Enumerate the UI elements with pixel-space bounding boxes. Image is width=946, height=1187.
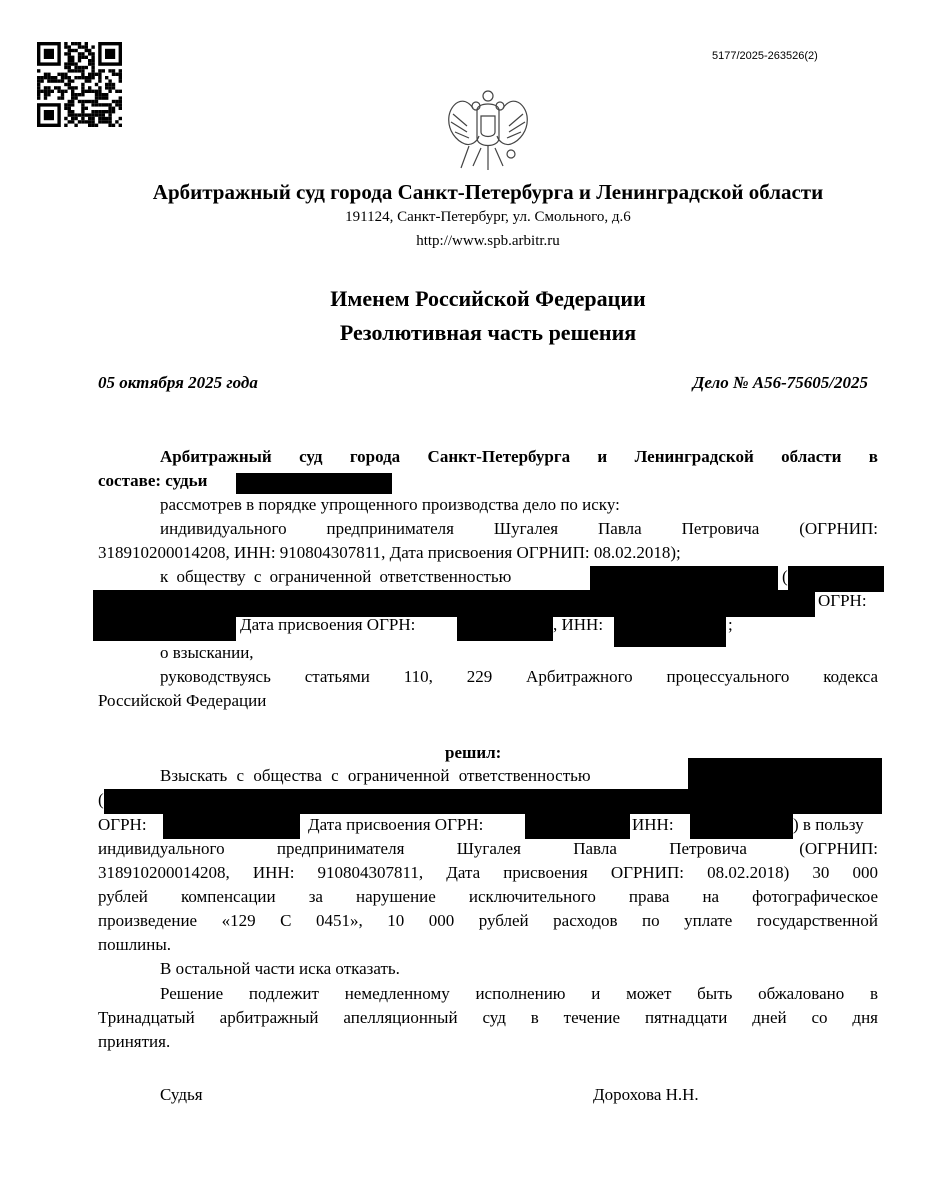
case-number: Дело № А56-75605/2025 bbox=[692, 373, 868, 392]
heading-name-of-federation: Именем Российской Федерации bbox=[330, 286, 646, 311]
court-name: Арбитражный суд города Санкт-Петербурга и Ленинградской области bbox=[152, 180, 824, 204]
redacted-defendant-address bbox=[104, 789, 882, 814]
decision-heading: решил: bbox=[445, 743, 502, 762]
court-composition: Арбитражный суд города Санкт-Петербурга и Ленинградской области в bbox=[160, 447, 878, 466]
subject-text: о взыскании, bbox=[160, 643, 254, 662]
redacted-defendant-name bbox=[590, 566, 778, 592]
plaintiff-details: 318910200014208, ИНН: 910804307811, Дата присвоения ОГРНИП: 08.02.2018); bbox=[98, 543, 681, 562]
paren-open: ( bbox=[98, 790, 104, 809]
ogrn-label: ОГРН: bbox=[818, 591, 867, 610]
ogrn-date-label: Дата присвоения ОГРН: bbox=[240, 615, 416, 634]
inn-label: , ИНН: bbox=[553, 615, 604, 634]
in-favor-text: ) в пользу bbox=[793, 815, 864, 834]
redacted-inn bbox=[690, 814, 793, 839]
heading-resolution-part: Резолютивная часть решения bbox=[339, 320, 637, 345]
coat-of-arms-emblem bbox=[443, 86, 533, 174]
redacted-ogrn-date bbox=[457, 614, 553, 641]
plaintiff-line: индивидуального предпринимателя Шугалея Павла Петровича (ОГРНИП: bbox=[160, 519, 878, 538]
ogrn-date-label: Дата присвоения ОГРН: bbox=[308, 815, 484, 834]
rejection-text: В остальной части иска отказать. bbox=[160, 959, 400, 978]
appeal-text-end: принятия. bbox=[98, 1032, 171, 1051]
redacted-ogrn-date bbox=[525, 814, 630, 839]
redacted-judge bbox=[236, 473, 392, 494]
inn-label: ИНН: bbox=[632, 815, 674, 834]
semicolon: ; bbox=[728, 615, 733, 634]
signature-label: Судья bbox=[160, 1085, 203, 1104]
legal-basis-cont: Российской Федерации bbox=[98, 691, 267, 710]
plaintiff-details: 318910200014208, ИНН: 910804307811, Дата присвоения ОГРНИП: 08.02.2018) 30 000 bbox=[98, 863, 878, 882]
ogrn-label: ОГРН: bbox=[98, 815, 147, 834]
defendant-line: к обществу с ограниченной ответственностью bbox=[160, 567, 512, 586]
redacted-ogrn bbox=[163, 814, 300, 839]
qr-code bbox=[37, 42, 122, 127]
appeal-text-cont: Тринадцатый арбитражный апелляционный суд в течение пятнадцати дней со дня bbox=[98, 1008, 878, 1027]
court-address: 191124, Санкт-Петербург, ул. Смольного, д.6 bbox=[345, 209, 631, 225]
compensation-text: рублей компенсации за нарушение исключительного права на фотографическое bbox=[98, 887, 878, 906]
paren-open: ( bbox=[782, 567, 788, 586]
appeal-text: Решение подлежит немедленному исполнению и может быть обжаловано в bbox=[160, 984, 878, 1003]
redacted-defendant-name bbox=[688, 758, 882, 789]
redacted-defendant-address bbox=[788, 566, 884, 592]
document-number: 5177/2025-263526(2) bbox=[712, 50, 818, 62]
redacted-ogrn bbox=[93, 614, 236, 641]
court-website-link[interactable]: http://www.spb.arbitr.ru bbox=[416, 233, 560, 249]
compensation-text-cont: произведение «129 С 0451», 10 000 рублей расходов по уплате государственной bbox=[98, 911, 878, 930]
judge-composition-label: составе: судьи bbox=[98, 471, 208, 490]
procedure-text: рассмотрев в порядке упрощенного производства дело по иску: bbox=[160, 495, 620, 514]
redacted-inn bbox=[614, 614, 726, 647]
judge-name: Дорохова Н.Н. bbox=[593, 1085, 699, 1104]
legal-basis: руководствуясь статьями 110, 229 Арбитражного процессуального кодекса bbox=[160, 667, 878, 686]
decision-line: Взыскать с общества с ограниченной ответственностью bbox=[160, 766, 591, 785]
plaintiff-line: индивидуального предпринимателя Шугалея Павла Петровича (ОГРНИП: bbox=[98, 839, 878, 858]
compensation-text-end: пошлины. bbox=[98, 935, 172, 954]
redacted-defendant-address bbox=[93, 590, 815, 617]
decision-date: 05 октября 2025 года bbox=[98, 373, 258, 392]
